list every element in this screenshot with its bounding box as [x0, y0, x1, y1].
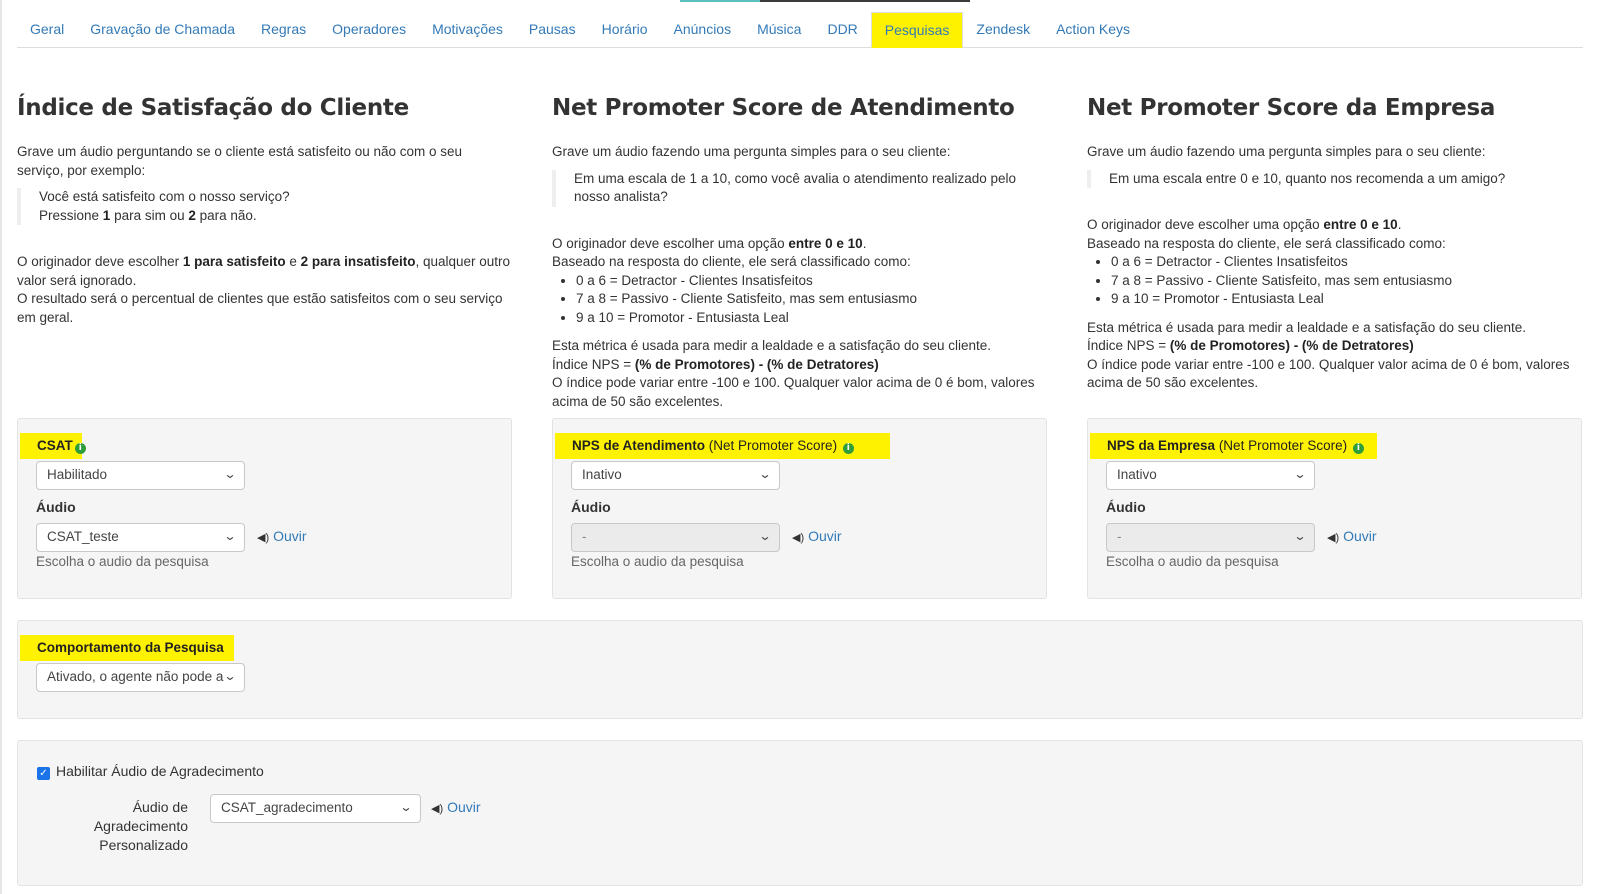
nps-atendimento-quote: Em uma escala de 1 a 10, como você avalia o atendimento realizado pelo nosso analista? [552, 170, 1046, 207]
chevron-down-icon: ⌄ [1293, 529, 1307, 543]
nps-atendimento-range: O índice pode variar entre -100 e 100. Qualquer valor acima de 0 é bom, valores acima de 50 são excelentes. [552, 375, 1035, 409]
nps-empresa-panel [1087, 418, 1582, 599]
nps-empresa-description [1087, 95, 1581, 393]
csat-rule: O originador deve escolher 1 para satisfeito e 2 para insatisfeito, qualquer outro valor será ignorado. [17, 254, 511, 288]
csat-audio-label: Áudio [36, 499, 76, 515]
tab-zendesk[interactable]: Zendesk [976, 21, 1031, 37]
speaker-icon: ◀) [257, 532, 270, 544]
nps-empresa-status-select[interactable]: Inativo ⌄ [1106, 461, 1315, 490]
nps-atendimento-label: NPS de Atendimento (Net Promoter Score) i [555, 433, 890, 459]
csat-audio-help: Escolha o audio da pesquisa [36, 554, 209, 569]
nps-atendimento-audio-label: Áudio [571, 499, 611, 515]
chevron-down-icon: ⌄ [399, 800, 413, 814]
nps-empresa-audio-label: Áudio [1106, 499, 1146, 515]
thanks-audio-panel [17, 740, 1583, 886]
tab-operadores[interactable]: Operadores [332, 21, 407, 37]
tab-gravacao-de-chamada[interactable]: Gravação de Chamada [90, 21, 235, 37]
csat-description [17, 95, 511, 327]
nps-empresa-options [1087, 253, 1581, 309]
info-icon[interactable]: i [843, 443, 854, 454]
survey-behavior-label: Comportamento da Pesquisa [20, 635, 234, 661]
chevron-down-icon: ⌄ [223, 467, 237, 481]
chevron-down-icon: ⌄ [1293, 467, 1307, 481]
tab-ddr[interactable]: DDR [827, 21, 858, 37]
nps-atendimento-description [552, 95, 1046, 411]
nps-empresa-audio-select[interactable]: - ⌄ [1106, 523, 1315, 552]
survey-behavior-select[interactable]: Ativado, o agente não pode a ⌄ [36, 663, 245, 692]
nps-empresa-label: NPS da Empresa (Net Promoter Score) i [1090, 433, 1377, 459]
nps-atendimento-based: Baseado na resposta do cliente, ele será classificado como: [552, 254, 911, 269]
tab-anuncios[interactable]: Anúncios [673, 21, 732, 37]
tab-motivacoes[interactable]: Motivações [432, 21, 503, 37]
tab-regras[interactable]: Regras [261, 21, 307, 37]
list-item: • 0 a 6 = Detractor - Clientes Insatisfeitos [576, 272, 1046, 291]
chevron-down-icon: ⌄ [223, 669, 237, 683]
nps-atendimento-audio-help: Escolha o audio da pesquisa [571, 554, 744, 569]
nps-atendimento-intro: Grave um áudio fazendo uma pergunta simples para o seu cliente: [552, 144, 951, 159]
tab-horario[interactable]: Horário [601, 21, 648, 37]
nps-atendimento-title: Net Promoter Score de Atendimento [552, 95, 1015, 121]
chevron-down-icon: ⌄ [758, 529, 772, 543]
list-item: • 9 a 10 = Promotor - Entusiasta Leal [576, 309, 1046, 328]
csat-title: Índice de Satisfação do Cliente [17, 95, 409, 121]
enable-thanks-audio-label[interactable]: Habilitar Áudio de Agradecimento [56, 763, 264, 779]
csat-intro: Grave um áudio perguntando se o cliente está satisfeito ou não com o seu serviço, por exemplo: [17, 144, 463, 178]
info-icon[interactable]: i [75, 443, 86, 454]
thanks-audio-label: Áudio de Agradecimento Personalizado [93, 799, 188, 853]
list-item: • 7 a 8 = Passivo - Cliente Satisfeito, mas sem entusiasmo [576, 290, 1046, 309]
thanks-audio-select[interactable]: CSAT_agradecimento ⌄ [210, 794, 421, 823]
nps-empresa-choose: O originador deve escolher uma opção entre 0 e 10. [1087, 217, 1402, 232]
csat-audio-select[interactable]: CSAT_teste ⌄ [36, 523, 245, 552]
nps-empresa-range: O índice pode variar entre -100 e 100. Qualquer valor acima de 0 é bom, valores acima de 50 são excelentes. [1087, 356, 1570, 390]
info-icon[interactable]: i [1353, 443, 1364, 454]
csat-label: CSAT i [20, 433, 82, 459]
csat-listen-link[interactable]: ◀) Ouvir [257, 528, 307, 544]
top-accent-bar [680, 0, 970, 2]
nps-atendimento-choose: O originador deve escolher uma opção entre 0 e 10. [552, 235, 867, 251]
nps-atendimento-panel [552, 418, 1047, 599]
csat-result: O resultado será o percentual de clientes que estão satisfeitos com o seu serviço em geral. [17, 291, 503, 325]
nps-atendimento-index: Índice NPS = (% de Promotores) - (% de Detratores) [552, 356, 879, 372]
list-item: • 0 a 6 = Detractor - Clientes Insatisfeitos [1111, 253, 1581, 272]
nps-empresa-based: Baseado na resposta do cliente, ele será classificado como: [1087, 235, 1446, 251]
tab-pesquisas[interactable]: Pesquisas [871, 12, 964, 48]
nps-atendimento-status-select[interactable]: Inativo ⌄ [571, 461, 780, 490]
nps-empresa-intro: Grave um áudio fazendo uma pergunta simples para o seu cliente: [1087, 144, 1486, 159]
nps-atendimento-metric: Esta métrica é usada para medir a lealdade e a satisfação do seu cliente. [552, 338, 992, 353]
csat-example-quote [17, 188, 511, 225]
survey-behavior-panel [17, 620, 1583, 719]
csat-quote-line1: Você está satisfeito com o nosso serviço? [39, 189, 290, 204]
list-item: • 7 a 8 = Passivo - Cliente Satisfeito, mas sem entusiasmo [1111, 272, 1581, 291]
csat-status-select[interactable]: Habilitado ⌄ [36, 461, 245, 490]
nps-empresa-title: Net Promoter Score da Empresa [1087, 95, 1496, 121]
nps-empresa-audio-help: Escolha o audio da pesquisa [1106, 554, 1279, 569]
nps-atendimento-options [552, 272, 1046, 328]
nps-empresa-metric: Esta métrica é usada para medir a lealdade e a satisfação do seu cliente. [1087, 319, 1527, 335]
tab-pausas[interactable]: Pausas [528, 21, 576, 37]
settings-tabs [17, 12, 1583, 48]
speaker-icon: ◀) [1327, 532, 1340, 544]
chevron-down-icon: ⌄ [758, 467, 772, 481]
enable-thanks-audio-checkbox[interactable]: ✓ [37, 767, 50, 780]
tab-geral[interactable]: Geral [30, 21, 65, 37]
tab-musica[interactable]: Música [757, 21, 802, 37]
thanks-listen-link[interactable]: ◀) Ouvir [431, 799, 481, 815]
csat-quote-line2: Pressione 1 para sim ou 2 para não. [39, 207, 257, 223]
list-item: • 9 a 10 = Promotor - Entusiasta Leal [1111, 290, 1581, 309]
nps-atendimento-audio-select[interactable]: - ⌄ [571, 523, 780, 552]
nps-atendimento-listen-link[interactable]: ◀) Ouvir [792, 528, 842, 544]
tab-action-keys[interactable]: Action Keys [1056, 21, 1131, 37]
speaker-icon: ◀) [792, 532, 805, 544]
left-edge [0, 0, 2, 894]
nps-empresa-quote: Em uma escala entre 0 e 10, quanto nos recomenda a um amigo? [1087, 170, 1581, 189]
nps-empresa-index: Índice NPS = (% de Promotores) - (% de Detratores) [1087, 338, 1414, 353]
csat-panel [17, 418, 512, 599]
chevron-down-icon: ⌄ [223, 529, 237, 543]
nps-empresa-listen-link[interactable]: ◀) Ouvir [1327, 528, 1377, 544]
speaker-icon: ◀) [431, 803, 444, 815]
